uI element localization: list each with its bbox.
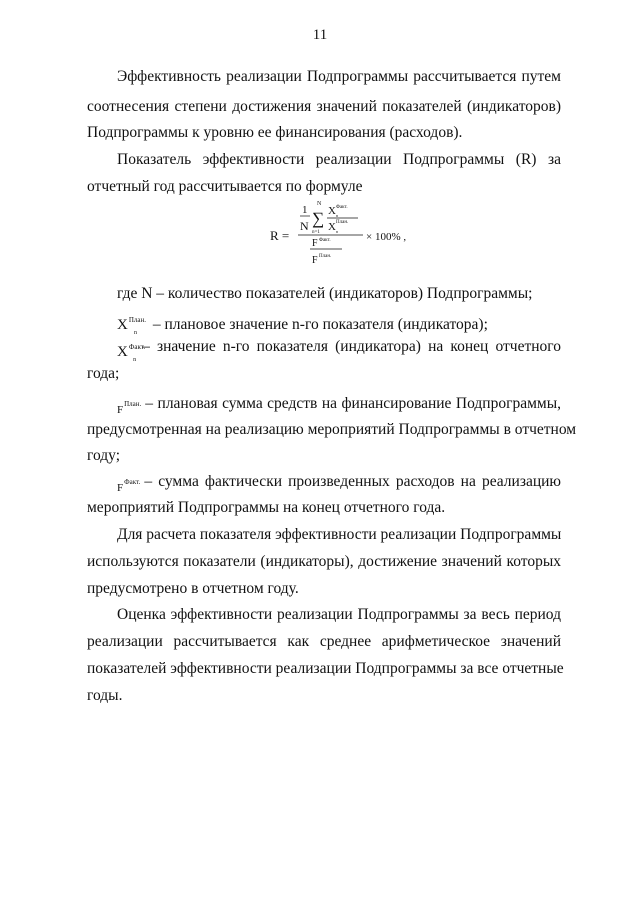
x-fact-sub: n: [133, 357, 137, 363]
definition-n: где N – количество показателей (индикаторов) Подпрограммы;: [117, 285, 533, 302]
paragraph-2-line-1: Показатель эффективности реализации Подпрограммы (R) за: [117, 151, 561, 168]
formula-graphic: [270, 200, 470, 270]
formula-one: 1: [302, 204, 308, 216]
definition-x-fact-text-1: – значение n-го показателя (индикатора) на конец отчетного: [142, 338, 561, 355]
formula-N: N: [300, 219, 309, 233]
paragraph-4-line-4: годы.: [87, 687, 123, 704]
paragraph-1-line-1: Эффективность реализации Подпрограммы рассчитывается путем: [117, 68, 561, 85]
paragraph-4-line-3: показателей эффективности реализации Подпрограммы за все отчетные: [87, 660, 564, 677]
definition-f-fact-text-1: – сумма фактически произведенных расходов на реализацию: [144, 473, 561, 490]
x-plan-sup: План.: [128, 316, 146, 324]
definition-x-fact-line-1: [117, 338, 561, 364]
formula-sigma: ∑: [312, 209, 325, 228]
definition-f-plan-line-2: предусмотренная на реализацию мероприятий Подпрограммы в отчетном: [87, 421, 577, 438]
paragraph-3-line-1: Для расчета показателя эффективности реализации Подпрограммы: [117, 526, 562, 543]
formula-f-plan: F: [312, 255, 318, 266]
f-plan-sup: План.: [124, 400, 142, 408]
formula-f-fact: F: [312, 238, 318, 249]
definition-x-plan-text: – плановое значение n-го показателя (индикатора);: [152, 316, 488, 333]
x-fact-symbol: X: [117, 344, 128, 360]
x-plan-symbol: X: [117, 317, 128, 333]
definition-f-plan-line-3: году;: [87, 447, 121, 464]
definition-f-fact-line-2: мероприятий Подпрограммы на конец отчетного года.: [87, 499, 446, 516]
formula-x-fact-sub: n: [336, 213, 338, 218]
paragraph-1-line-2: соотнесения степени достижения значений показателей (индикаторов): [87, 98, 561, 115]
paragraph-3-line-2: используются показатели (индикаторы), достижение значений которых: [87, 553, 561, 570]
paragraph-1-line-3: Подпрограммы к уровню ее финансирования (расходов).: [87, 124, 463, 141]
definition-f-plan-text-1: – плановая сумма средств на финансирование Подпрограммы,: [145, 395, 561, 412]
x-plan-sub: n: [134, 330, 137, 336]
efficiency-formula: [270, 200, 470, 270]
formula-x-plan-sub: n: [336, 229, 338, 234]
paragraph-2-line-2: отчетный год рассчитывается по формуле: [87, 178, 363, 195]
paragraph-3-line-3: предусмотрено в отчетном году.: [87, 580, 299, 597]
formula-sum-bottom: n=1: [312, 230, 320, 235]
formula-tail: × 100% ,: [366, 231, 407, 243]
definition-f-plan-line-1: [117, 395, 561, 419]
formula-sum-top: N: [317, 201, 322, 207]
formula-x-fact-sup: Факт.: [336, 205, 348, 210]
formula-f-plan-sup: План.: [319, 254, 332, 259]
definition-x-fact-line-2: года;: [87, 365, 120, 382]
x-fact-sup: Факт.: [128, 343, 146, 351]
definition-f-fact-line-1: [117, 473, 561, 497]
f-fact-symbol: F: [117, 482, 124, 494]
formula-x-fact: X: [328, 205, 336, 217]
paragraph-4-line-2: реализации рассчитывается как среднее арифметическое значений: [87, 633, 561, 650]
formula-x-plan-sup: План.: [336, 220, 349, 225]
formula-lhs: R =: [270, 228, 290, 243]
formula-x-plan: X: [328, 221, 336, 233]
f-plan-symbol: F: [117, 404, 124, 416]
f-fact-sup: Факт.: [124, 478, 141, 486]
paragraph-4-line-1: Оценка эффективности реализации Подпрограммы за весь период: [117, 606, 561, 623]
definition-x-plan: [117, 311, 561, 337]
page-number: 11: [312, 27, 328, 43]
formula-f-fact-sup: Факт.: [319, 238, 331, 243]
